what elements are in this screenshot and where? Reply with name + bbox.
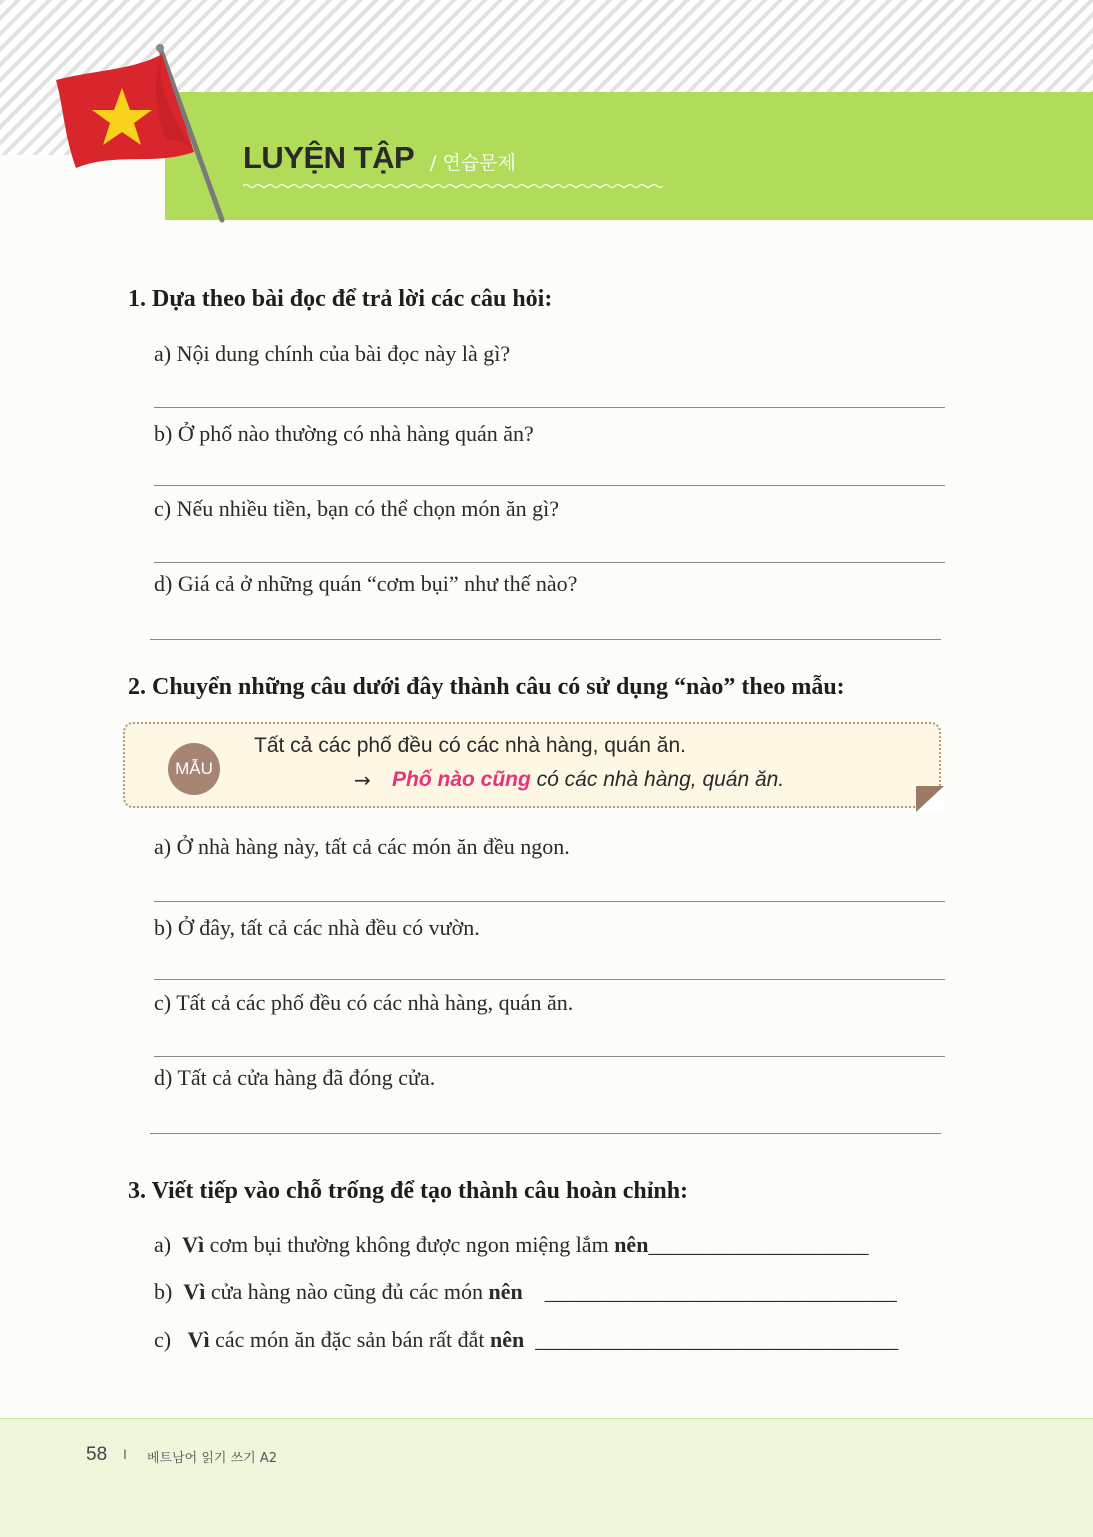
answer-line-1c[interactable] bbox=[154, 562, 945, 563]
item-label: b) bbox=[154, 1279, 173, 1304]
question-1c: c) Nếu nhiều tiền, bạn có thể chọn món ăn gì? bbox=[154, 496, 560, 521]
question-3a bbox=[154, 1232, 868, 1258]
sample-corner-fold bbox=[916, 786, 944, 812]
keyword-nen: nên bbox=[489, 1327, 525, 1352]
answer-line-1d[interactable] bbox=[150, 639, 941, 640]
sample-answer-highlight: Phố nào cũng bbox=[392, 768, 531, 791]
question-3c bbox=[154, 1327, 898, 1353]
keyword-vi: Vì bbox=[187, 1327, 210, 1352]
arrow-icon: → bbox=[354, 768, 371, 792]
keyword-vi: Vì bbox=[182, 1232, 205, 1257]
vietnam-flag-icon bbox=[44, 40, 244, 225]
sample-sentence: Tất cả các phố đều có các nhà hàng, quán ăn. bbox=[254, 734, 686, 757]
item-text: các món ăn đặc sản bán rất đắt bbox=[209, 1327, 490, 1352]
section-1-heading: 1. Dựa theo bài đọc để trả lời các câu hỏi: bbox=[128, 286, 553, 312]
item-text: cửa hàng nào cũng đủ các món bbox=[205, 1279, 489, 1304]
question-1b: b) Ở phố nào thường có nhà hàng quán ăn? bbox=[154, 421, 534, 446]
title-underline bbox=[243, 182, 668, 190]
question-1d: d) Giá cả ở những quán “cơm bụi” như thế nào? bbox=[154, 571, 578, 596]
answer-line-2c[interactable] bbox=[154, 1056, 945, 1057]
answer-line-1a[interactable] bbox=[154, 407, 945, 408]
answer-line-2a[interactable] bbox=[154, 901, 945, 902]
keyword-nen: nên bbox=[488, 1279, 523, 1304]
page-number: 58 bbox=[86, 1444, 108, 1465]
answer-blank-3b[interactable]: ________________________________ bbox=[544, 1279, 897, 1304]
keyword-nen: nên bbox=[614, 1232, 649, 1257]
question-1a: a) Nội dung chính của bài đọc này là gì? bbox=[154, 341, 511, 366]
answer-blank-3a[interactable]: ____________________ bbox=[648, 1232, 869, 1257]
section-3-heading: 3. Viết tiếp vào chỗ trống để tạo thành câu hoàn chỉnh: bbox=[128, 1178, 689, 1204]
keyword-vi: Vì bbox=[183, 1279, 206, 1304]
page-footer bbox=[0, 1418, 1093, 1537]
page-title: LUYỆN TẬP bbox=[243, 140, 415, 175]
question-2b: b) Ở đây, tất cả các nhà đều có vườn. bbox=[154, 915, 480, 940]
question-2a: a) Ở nhà hàng này, tất cả các món ăn đều ngon. bbox=[154, 834, 570, 859]
question-3b bbox=[154, 1279, 897, 1305]
sample-answer bbox=[392, 768, 784, 792]
answer-line-2b[interactable] bbox=[154, 979, 945, 980]
answer-blank-3c[interactable]: _________________________________ bbox=[535, 1327, 899, 1352]
page-subtitle: / 연습문제 bbox=[430, 152, 516, 174]
book-title: 베트남어 읽기 쓰기 A2 bbox=[147, 1451, 278, 1466]
section-2-heading: 2. Chuyển những câu dưới đây thành câu có sử dụng “nào” theo mẫu: bbox=[128, 674, 845, 700]
answer-line-1b[interactable] bbox=[154, 485, 945, 486]
item-label: c) bbox=[154, 1327, 172, 1352]
question-2d: d) Tất cả cửa hàng đã đóng cửa. bbox=[154, 1065, 436, 1090]
answer-line-2d[interactable] bbox=[150, 1133, 941, 1134]
question-2c: c) Tất cả các phố đều có các nhà hàng, quán ăn. bbox=[154, 990, 574, 1015]
footer-separator: I bbox=[123, 1446, 127, 1462]
item-label: a) bbox=[154, 1232, 172, 1257]
sample-badge: MẪU bbox=[168, 743, 220, 795]
sample-answer-rest: có các nhà hàng, quán ăn. bbox=[530, 768, 785, 791]
item-text: cơm bụi thường không được ngon miệng lắm bbox=[204, 1232, 615, 1257]
